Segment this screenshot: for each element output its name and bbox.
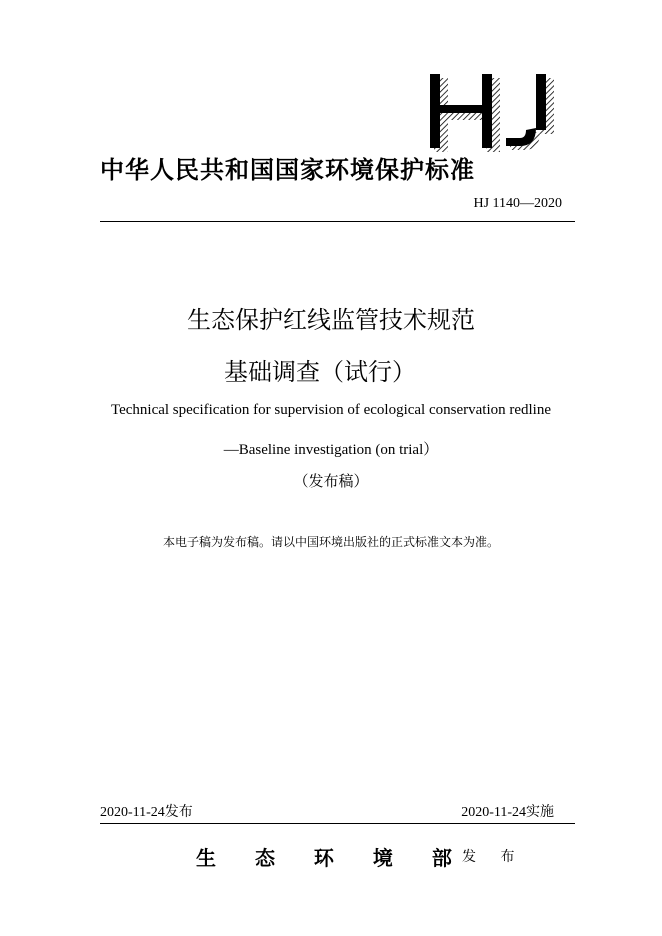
issue-date: 2020-11-24发布 xyxy=(100,805,193,820)
notice-text: 本电子稿为发布稿。请以中国环境出版社的正式标准文本为准。 xyxy=(162,535,499,549)
english-title-line-1: Technical specification for supervision of ecological conservation redline xyxy=(110,402,552,418)
standard-number: HJ 1140—2020 xyxy=(473,196,562,211)
chinese-title-line-2: 基础调查（试行） xyxy=(224,358,416,386)
implementation-date: 2020-11-24实施 xyxy=(461,805,554,820)
footer-divider xyxy=(100,823,575,824)
issuing-authority: 生 态 环 境 部 xyxy=(196,846,468,870)
standard-category: 中华人民共和国国家环境保护标准 xyxy=(100,155,475,184)
hj-logo-graphic xyxy=(420,72,564,158)
header-divider xyxy=(100,221,575,222)
english-title-line-2: —Baseline investigation (on trial） xyxy=(223,442,439,458)
hj-logo xyxy=(420,72,564,158)
publish-label: 发 布 xyxy=(462,849,525,865)
chinese-title-line-1: 生态保护红线监管技术规范 xyxy=(187,306,475,334)
draft-label: （发布稿） xyxy=(293,472,369,490)
